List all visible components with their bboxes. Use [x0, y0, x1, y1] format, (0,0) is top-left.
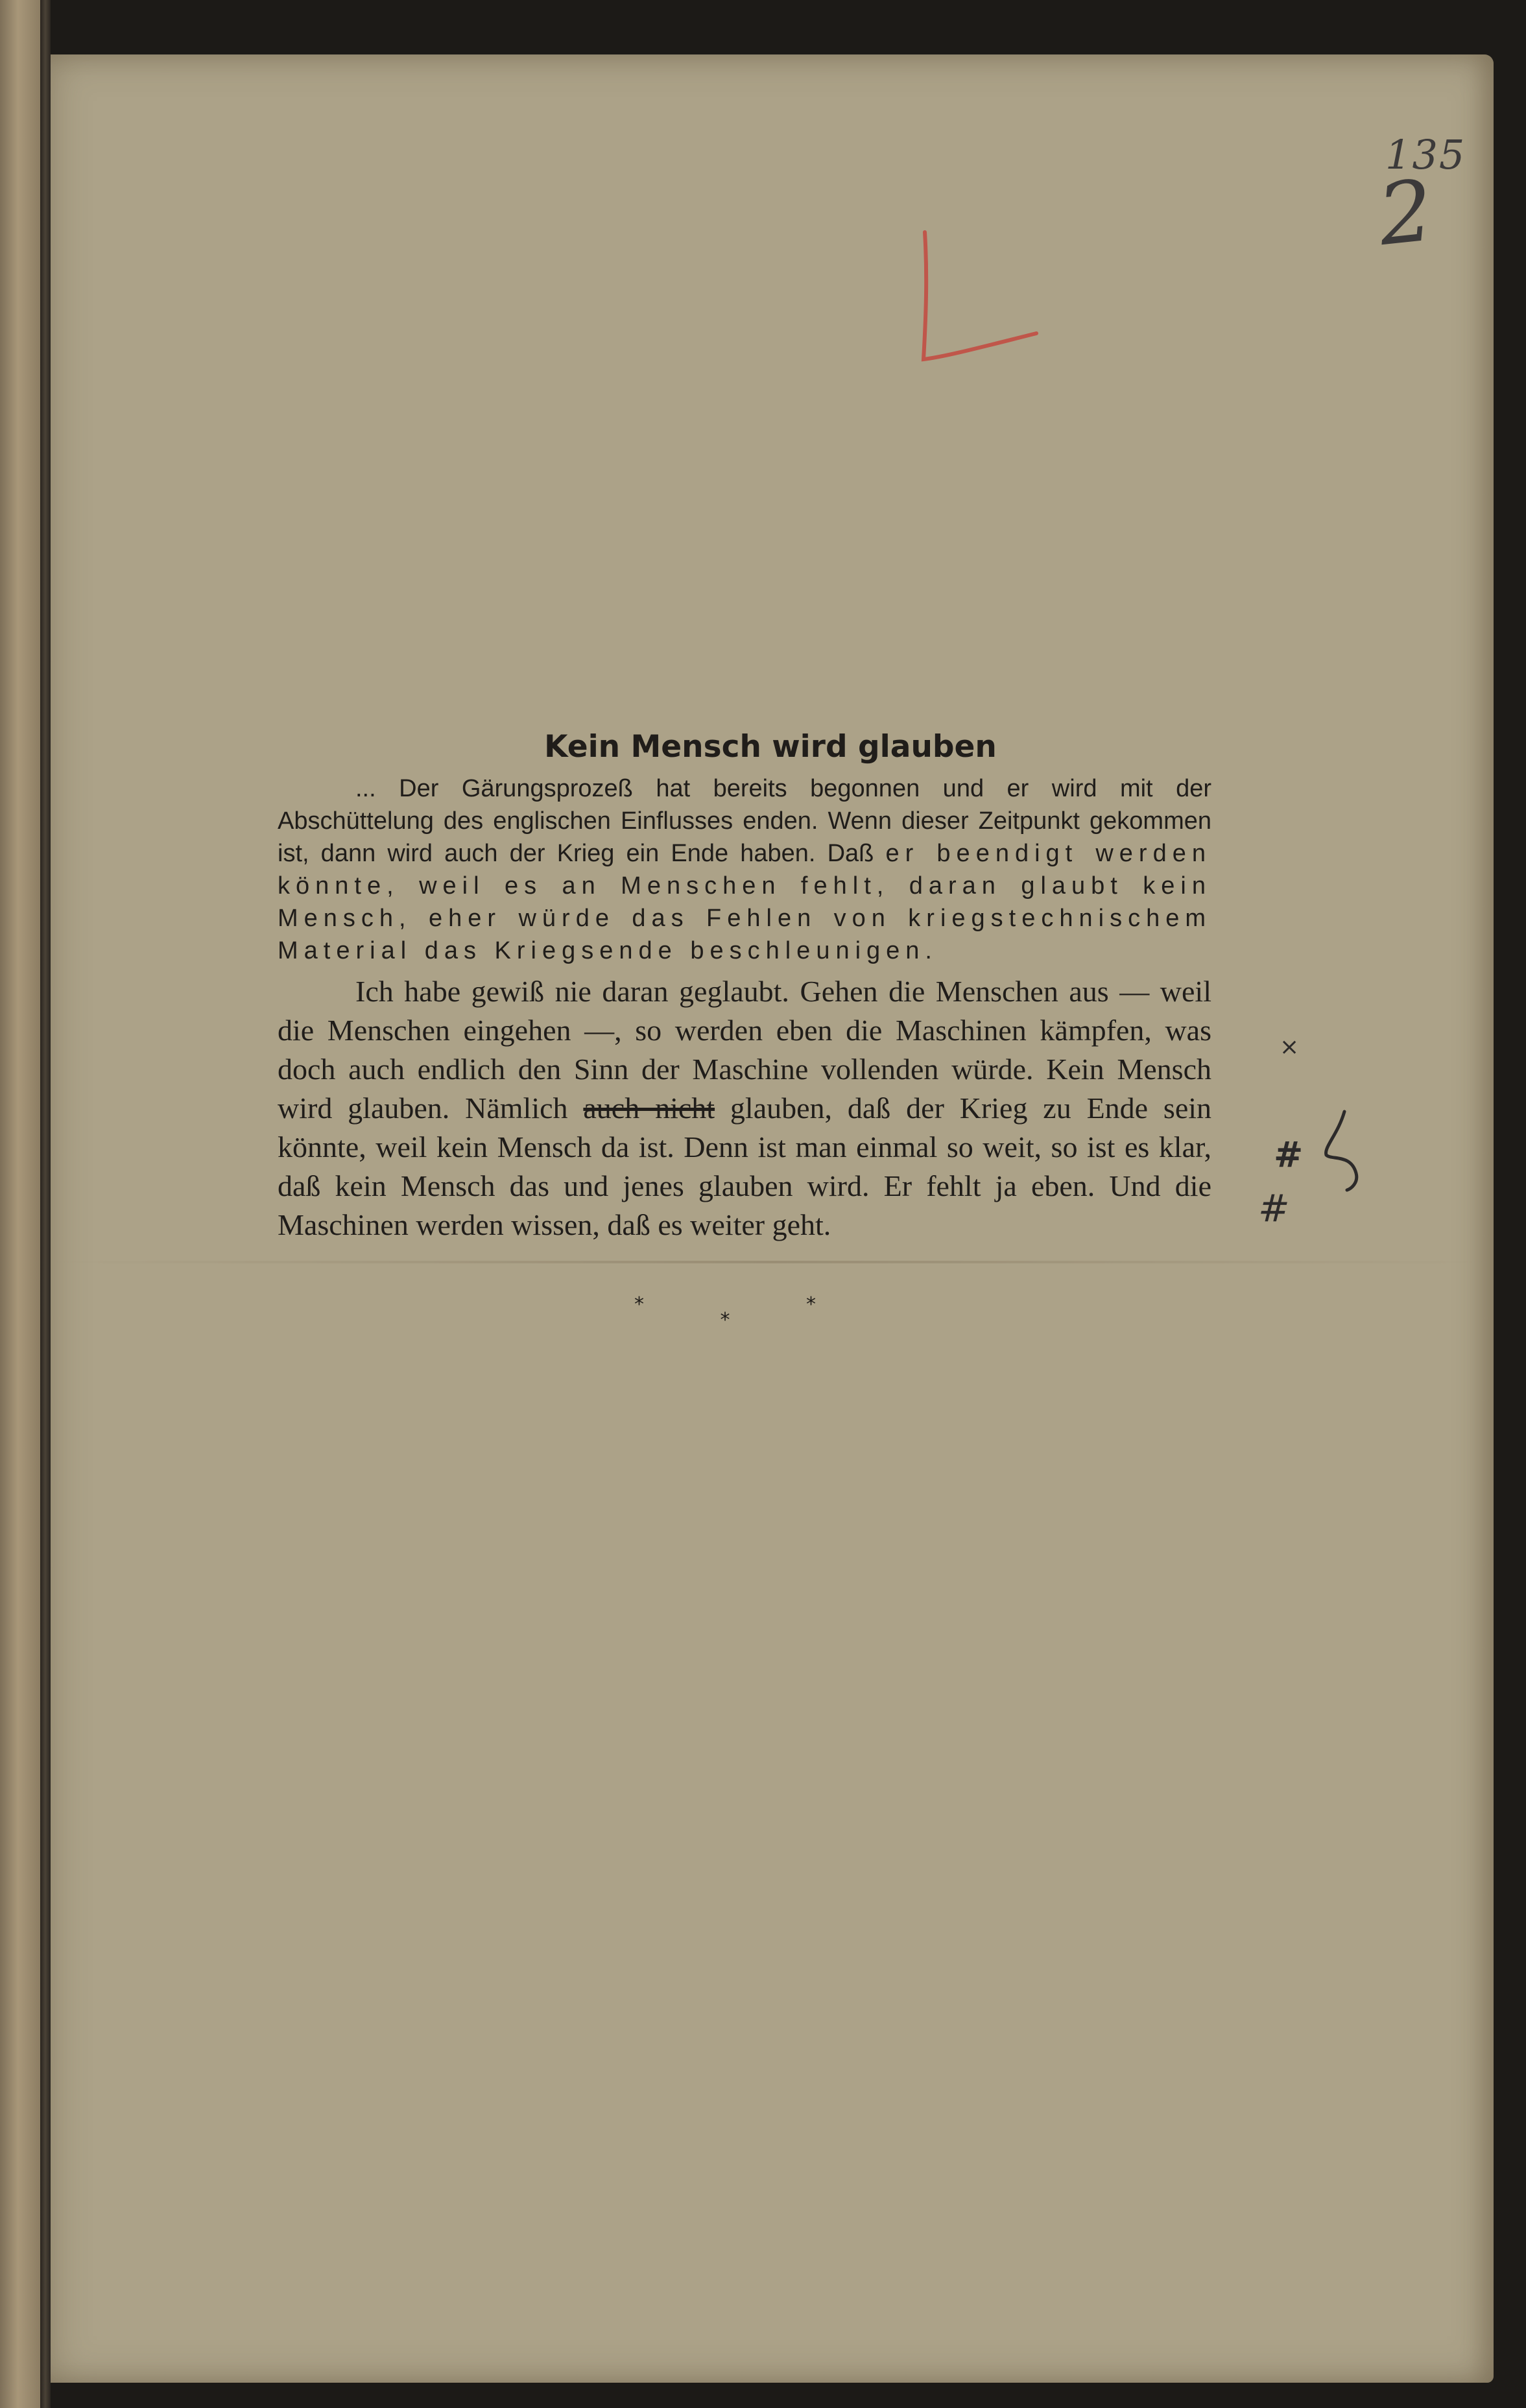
book-spine: [40, 0, 51, 2408]
separator-star-1: *: [634, 1293, 644, 1316]
commentary-text-2: glauben, daß der Krieg zu Ende sein könnte, weil kein Mensch da ist. Denn ist man einmal so weit, so ist es klar, daß kein Mensch das und jenes glauben wird. Er fehlt ja eben. Und die Maschinen werden wissen, daß es weiter geht.: [278, 1091, 1212, 1241]
margin-hash-mark-1: #: [1274, 1134, 1304, 1175]
section-separator: [634, 1293, 816, 1331]
document-page: [51, 54, 1494, 2383]
separator-star-2: *: [720, 1309, 730, 1331]
quoted-passage: [278, 772, 1211, 967]
margin-hash-mark-2: #: [1258, 1186, 1290, 1230]
quote-spaced-text: er beendigt werden könnte, weil es an Menschen fehlt, daran glaubt kein Mensch, eher würde das Fehlen von kriegstechnischem Material das Kriegsende beschleunigen.: [278, 840, 1211, 964]
newspaper-clipping: [278, 729, 1211, 1245]
commentary-paragraph: [278, 972, 1211, 1245]
margin-x-mark: ×: [1280, 1034, 1300, 1060]
quote-text: ... Der Gärungsprozeß hat bereits begonnen und er wird mit der Abschüttelung des englischen Einflusses enden. Wenn dieser Zeitpunkt gekommen ist, dann wird auch der Krieg ein Ende haben. Daß: [278, 775, 1211, 867]
red-pencil-mark: [907, 230, 1062, 398]
folio-number-large: 2: [1374, 160, 1439, 265]
folio-number-small: 135: [1385, 131, 1466, 178]
separator-star-3: *: [806, 1293, 816, 1316]
article-headline: Kein Mensch wird glauben: [544, 729, 997, 765]
commentary-text-1: Ich habe gewiß nie daran geglaubt. Gehen die Menschen aus — weil die Menschen eingehen —, so werden eben die Maschinen kämpfen, was doch auch endlich den Sinn der Maschine vollenden würde. Kein Mensch wird glauben. Nämlich: [278, 975, 1211, 1125]
margin-hook-mark: [1318, 1108, 1364, 1193]
facing-page-edge: [0, 0, 40, 2408]
struck-through-text: auch nicht: [583, 1091, 715, 1125]
